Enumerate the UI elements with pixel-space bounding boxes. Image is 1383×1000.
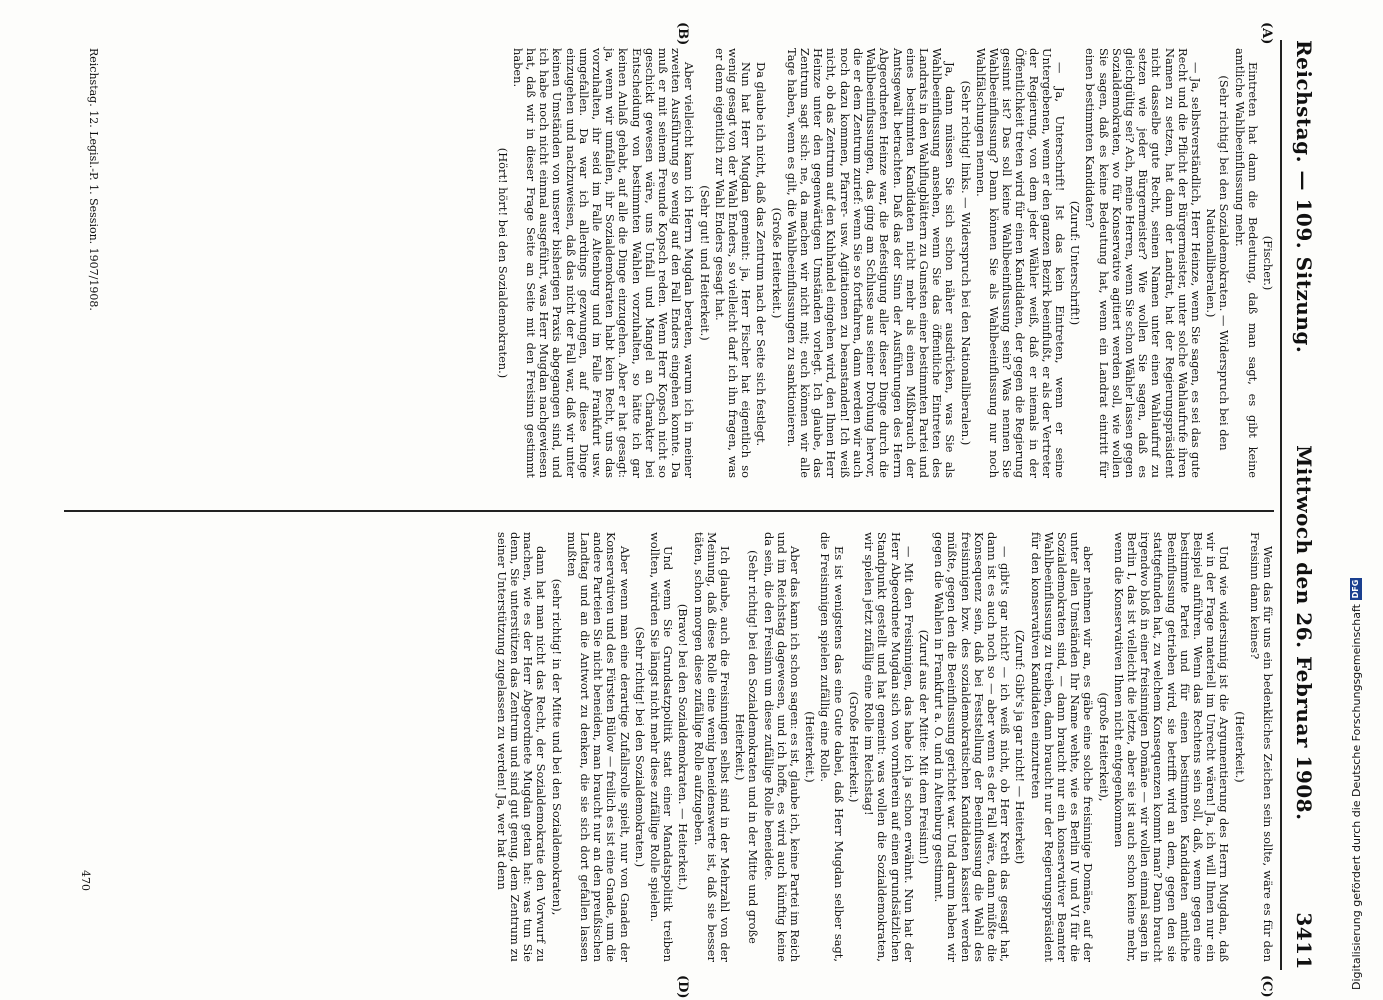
speech-paragraph: — gibt's gar nicht? — ich weiß nicht, ob Herr Kreth das gesagt hat, dann ist es auch noch so — aber wenn es der Fall wäre, dann müßte die Konsequenz sein, daß bei Feststellung der Beeinflussung die Wahl des freisinnigen bzw. des sozialdemokratischen Kandidaten kassiert werden müßte, gegen den die Beeinflussung gerichtet war. Und darum haben wir gegen die Wahlen in Frankfurt a. O. und in Altenburg gestimmt. xyxy=(932,532,1013,962)
margin-marker-c: (C) xyxy=(1259,975,1274,998)
speech-interjection: (Große Heiterkeit.) xyxy=(769,207,784,319)
speech-paragraph: — Mit den Freisinnigen, das habe ich ja schon erwähnt. Nun hat der Herr Abgeordnete Mugdan sich von vornherein auf einen grundsätzlichen Standpunkt gestellt und hat gemeint: was wollen die Sozialdemokraten, wir spielen jetzt zufällig eine Rolle im Reichstag! xyxy=(862,532,916,962)
left-column xyxy=(493,48,1274,478)
page-header xyxy=(1284,40,1324,970)
speech-interjection: (Sehr richtig! bei den Sozialdemokraten. — Widerspruch bei den Nationalliberalen.) xyxy=(1204,75,1232,451)
speech-paragraph: Nun hat Herr Mugdan gemeint: ja, Herr Fischer hat eigentlich so wenig gesagt von der Wahl Enders, so vielleicht darf ich ihn fragen, was er denn eigentlich zur Wahl Enders gesagt hat. xyxy=(712,48,754,478)
speech-paragraph: — Ja, Unterschrift! Ist das kein Eintreten, wenn er seine Untergebenen, wenn er den ganzen Bezirk beeinflußt, er als der Vertreter der Regierung, von dem jeder Wähler weiß, daß er niemals in der Öffentlichkeit treten wird für einen Kandidaten, der gegen die Regierung gesinnt ist? Das soll keine Wahlbeeinflussung sein? Was nennen Sie Wahlbeeinflussung? Dann können Sie als Wahlbeeinflussung nur noch Wahlfälschungen nennen. xyxy=(973,48,1067,478)
digitization-credit xyxy=(1334,0,1383,1000)
speech-paragraph: Aber das kann ich schon sagen: es ist, glaube ich, keine Partei im Reich und im Reichstag dagewesen, und ich hoffe, es wird auch künftig keine da sein, die den Freisinn um diese zufällige Rolle beneidete. xyxy=(761,532,803,962)
margin-marker-d: (D) xyxy=(675,975,690,999)
header-page-number: 3411 xyxy=(1292,912,1316,970)
header-center: Mittwoch den 26. Februar 1908. xyxy=(1292,445,1316,821)
footer-page-number: 470 xyxy=(79,870,92,891)
page-footer: Reichstag. 12. Legisl.-P. 1. Session. 1907/1908. xyxy=(87,48,100,311)
header-rule xyxy=(1280,40,1282,970)
speech-interjection: (Zuruf: Unterschrift!) xyxy=(1068,200,1083,326)
speech-interjection: (Hört! hört! bei den Sozialdemokraten.) xyxy=(495,147,510,379)
speech-interjection: (sehr richtig! in der Mitte und bei den Sozialdemokraten), xyxy=(549,578,564,916)
speech-paragraph: Eintreten hat dann die Bedeutung, daß man sagt, es gibt keine amtliche Wahlbeeinflussung mehr. xyxy=(1232,48,1260,478)
speech-paragraph: Da glaube ich nicht, daß das Zentrum nach der Seite sich festlegt. xyxy=(754,62,769,447)
speech-interjection: (Sehr richtig! bei den Sozialdemokraten.) xyxy=(632,626,647,868)
speech-paragraph: Ja, dann müssen Sie sich schon näher ausdrücken, was Sie als Wahlbeeinflussung ansehen, wenn Sie das öffentliche Eintreten des Landrats in den Wahlflugblättern zu Gunsten einer bestimmten Partei und eines bestimmten Kandidaten nicht mehr als einen Mißbrauch der Amtsgewalt betrachten. Daß das der Sinn der Ausführungen des Herrn Abgeordneten Heinze war, die Befestigung aller dieser Dinge durch die Wahlbeeinflussungen, das ging am Schlusse aus seiner Drohung hervor, die er dem Zentrum zurief: wenn Sie so fortfahren, dann werden wir auch noch dazu kommen, Pfarrer- usw. Agitationen zu beanstanden! Ich weiß nicht, ob das Zentrum auf den Kuhhandel eingehen wird, den Ihnen Herr Heinze unter den gegenwärtigen Umständen vorlegt. Ich glaube, das Zentrum sagt sich: ne, da machen wir nicht mit; euch können wir alle Tage haben, wenn es gilt, die Wahlbeeinflussungen zu sanktionieren. xyxy=(784,48,958,478)
margin-marker-a: (A) xyxy=(1259,22,1274,45)
speech-paragraph: — Ja, selbstverständlich, Herr Heinze, wenn Sie sagen, es sei das gute Recht und die Pflicht der Bürgermeister, unter solche Wahlaufrufe ihren Namen zu setzen, hat dann der Landrat, hat der Regierungspräsident nicht dasselbe gute Recht, seinen Namen unter einen Wahlaufruf zu setzen wie jeder Bürgermeister? Wie wollen Sie sagen, daß es gleichgültig sei? Ach, meine Herren, wenn Sie schon Wähler lassen gegen Sozialdemokraten, wo für Konservative agitiert werden soll, wie wollen Sie sagen, daß es keine Bedeutung hat, wenn ein Landrat eintritt für einen bestimmten Kandidaten? xyxy=(1083,48,1203,478)
right-column xyxy=(493,532,1274,962)
dfg-logo-icon: DFG xyxy=(1351,579,1360,599)
speech-paragraph: Ich glaube, auch die Freisinnigen selbst sind in der Mehrzahl von der Meinung, daß diese Rolle eine wenig beneidenswerte ist, daß sie besser täten, schon morgen diese zufällige Rolle aufzugeben. xyxy=(691,532,733,962)
speech-paragraph: aber nehmen wir an, es gäbe eine solche freisinnige Domäne, auf der unter allen Umständen Ihr Name wehte, wie es Berlin IV und VI für die Sozialdemokraten sind, — dann braucht nur ein konservativer Beamter Wahlbeeinflussung zu treiben, dann braucht nur der Regierungspräsident für den konservativen Kandidaten einzutreten xyxy=(1028,532,1096,962)
speech-paragraph: Und wie widersinnig ist die Argumentierung des Herrn Mugdan, daß wir in der Frage materiell im Unrecht wären! Ja, ich will Ihnen nur ein Beispiel anführen. Wenn das Rechtens sein soll, daß, wenn gegen eine bestimmte Partei und für einen bestimmten Kandidaten amtliche Beeinflussung getrieben wird, sie betrifft wird an dem, gegen den sie stattgefunden hat, zu welchem Konsequenzen kommt man? Dann braucht irgendwo bloß in einer freisinnigen Domäne — wir wollen einmal sagen in Berlin I, das ist vielleicht die letzte, aber sie ist auch schon keine mehr, wenn die Konservativen Ihnen nicht entgegenkommen xyxy=(1111,532,1232,962)
speech-paragraph: Wenn das für uns ein bedenkliches Zeichen sein sollte, wäre es für den Freisinn dann keines? xyxy=(1247,532,1275,962)
speech-interjection: (Heiterkeit.) xyxy=(1232,711,1247,783)
speech-paragraph: Aber wenn man eine derartige Zufallsrolle spielt, nur von Gnaden der Konservativen und des Fürsten Bülow — freilich es ist eine Gnade, um die andere Parteien Sie nicht beneiden, man braucht nur an den preußischen Landtag und an die Antwort zu denken, die sie sich dort gefallen lassen mußten xyxy=(564,532,632,962)
speech-paragraph: Und wenn Sie Grundsatzpolitik statt einer Mandatspolitik treiben wollten, würden Sie längst nicht mehr diese zufällige Rolle spielen. xyxy=(648,532,676,962)
speech-interjection: (große Heiterkeit), xyxy=(1096,692,1111,802)
margin-marker-b: (B) xyxy=(675,22,690,46)
speech-interjection: (Bravo! bei den Sozialdemokraten. — Heiterkeit.) xyxy=(676,603,691,891)
speech-paragraph: Aber vielleicht kann ich Herrn Mugdan beraten, warum ich in meiner zweiten Ausführung so wenig auf den Fall Enders eingehen konnte. Da muß er mit seinem Freunde Kopsch reden. Wenn Herr Kopsch nicht so geschickt gewesen wäre, uns Unfall und Mangel an Charakter bei Entscheidung von bestimmten Wahlen vorzuhalten, so hätte ich gar keinen Anlaß gehabt, auf alle die Dinge einzugehen. Aber er hat gesagt: ja, wenn wir umfallen, ihr Sozialdemokraten habt kein Recht, uns das vorzuhalten, ihr seid im Falle Altenburg und im Falle Frankfurt usw. umgefallen. Da war ich allerdings gezwungen, auf diese Dinge einzugehen und nachzuweisen, daß das nicht der Fall war, daß wir unter keinen Umständen von unserer bisherigen Praxis abgegangen sind, und ich habe noch nicht einmal ausgeführt, was Herr Mugdan nachgewiesen hat, daß wir in dieser Frage Seite an Seite mit den Freisinn gestimmt haben. xyxy=(510,48,697,478)
speech-interjection: (Zuruf: Gibt's ja gar nicht! — Heiterkeit) xyxy=(1013,629,1028,865)
speech-interjection: (Heiterkeit.) xyxy=(803,711,818,783)
column-separator xyxy=(64,510,1274,512)
speech-interjection: (Sehr gut! und Heiterkeit.) xyxy=(697,185,712,341)
digitization-text: Digitalisierung gefördert durch die Deutsche Forschungsgemeinschaft xyxy=(1349,604,1363,990)
speech-interjection: (Sehr richtig! bei den Sozialdemokraten und in der Mitte und große Heiterkeit.) xyxy=(733,550,761,944)
header-left: Reichstag. — 109. Sitzung. xyxy=(1292,40,1316,354)
speech-interjection: (Große Heiterkeit.) xyxy=(846,691,861,803)
speech-interjection: (Fischer.) xyxy=(1261,235,1275,291)
speech-paragraph: Es ist wenigstens das eine Gute dabei, daß Herr Mugdan selber sagt, die Freisinnigen spielen zufällig eine Rolle. xyxy=(818,532,846,962)
speech-interjection: (Sehr richtig! links. — Widerspruch bei den Nationalliberalen.) xyxy=(958,80,973,446)
digitization-credit-text xyxy=(1346,0,1366,990)
speech-interjection: (Zuruf aus der Mitte: Mit dem Freisinn!) xyxy=(916,629,931,865)
speech-paragraph: dann hat man nicht das Recht, der Sozialdemokratie den Vorwurf zu machen, wie es der Herr Abgeordnete Mugdan getan hat: was tun Sie denn, Sie unterstützen das Zentrum und sind gut genug, dem Zentrum zu seiner Unterstützung zugelassen zu werden! Ja, wer hat denn xyxy=(494,532,549,962)
